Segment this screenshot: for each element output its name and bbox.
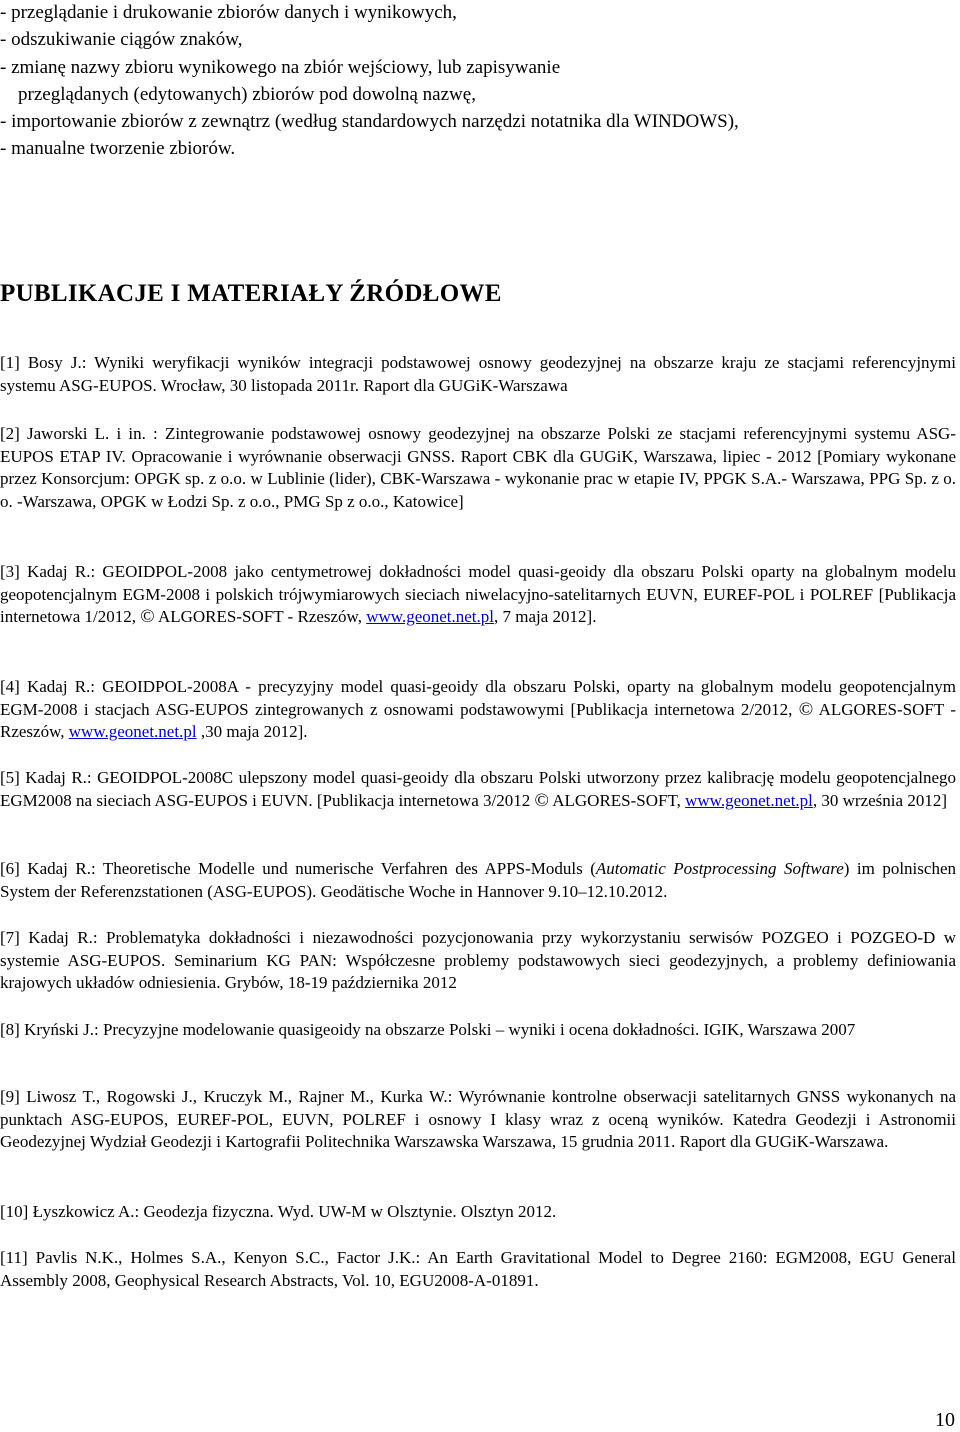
reference-10 (0, 1201, 956, 1224)
reference-text-part: [4] Kadaj R.: GEOIDPOL-2008A - precyzyjny model quasi-geoidy dla obszaru Polski, oparty na globalnym modelu geopotencjalnym EGM-2008 i stacjach ASG-EUPOS zintegrowanych z osnowami podstawowymi [Publikacja internetowa 2/2012, (0, 677, 956, 719)
reference-text: [11] Pavlis N.K., Holmes S.A., Kenyon S.C., Factor J.K.: An Earth Gravitational Model to Degree 2160: EGM2008, EGU General Assembly 2008, Geophysical Research Abstracts, Vol. 10, EGU2008-A-01891. (0, 1248, 956, 1290)
reference-9 (0, 1086, 956, 1154)
reference-1 (0, 352, 956, 397)
reference-text-part: , 7 maja 2012]. (494, 607, 597, 626)
section-heading: PUBLIKACJE I MATERIAŁY ŹRÓDŁOWE (0, 280, 502, 307)
reference-text-part: [6] Kadaj R.: Theoretische Modelle und numerische Verfahren des APPS-Moduls ( (0, 859, 596, 878)
bullet-item-continuation: przeglądanych (edytowanych) zbiorów pod dowolną nazwę, (18, 84, 476, 105)
bullet-item: - manualne tworzenie zbiorów. (0, 138, 236, 159)
reference-8 (0, 1019, 956, 1042)
reference-text (0, 561, 956, 629)
geonet-link[interactable]: www.geonet.net.pl (685, 790, 813, 810)
copyright-icon: © (534, 789, 549, 811)
reference-text-part: [5] Kadaj R.: GEOIDPOL-2008C ulepszony model quasi-geoidy dla obszaru Polski utworzony przez kalibrację modelu geopotencjalnego EGM2008 na sieciach ASG-EUPOS i EUVN. [Publikacja internetowa 3/2012 (0, 768, 956, 810)
reference-text-italic: Automatic Postprocessing Software (595, 859, 844, 878)
bullet-item: - importowanie zbiorów z zewnątrz (według standardowych narzędzi notatnika dla WINDOWS), (0, 111, 739, 132)
reference-text (0, 858, 956, 903)
reference-text: [9] Liwosz T., Rogowski J., Kruczyk M., Rajner M., Kurka W.: Wyrównanie kontrolne obserwacji satelitarnych GNSS wykonanych na punktach ASG-EUPOS, EUREF-POL, EUVN, POLREF i osnowy I klasy wraz z oceną wyników. Katedra Geodezji i Astronomii Geodezyjnej Wydział Geodezji i Kartografii Politechnika Warszawska Warszawa, 15 grudnia 2011. Raport dla GUGiK-Warszawa. (0, 1087, 956, 1151)
reference-text-part: ) im polnischen System der Referenzstationen (ASG-EUPOS). Geodätische Woche in Hannover 9.10–12.10.2012. (0, 859, 956, 901)
bullet-item: - zmianę nazwy zbioru wynikowego na zbiór wejściowy, lub zapisywanie (0, 57, 561, 78)
copyright-icon: © (798, 698, 814, 720)
reference-text: [2] Jaworski L. i in. : Zintegrowanie podstawowej osnowy geodezyjnej na obszarze Polski ze stacjami referencyjnymi systemu ASG-EUPOS ETAP IV. Opracowanie i wyrównanie obserwacji GNSS. Raport CBK dla GUGiK, Warszawa, lipiec - 2012 [Pomiary wykonane przez Konsorcjum: OPGK sp. z o.o. w Lublinie (lider), CBK-Warszawa - wykonanie prac w etapie IV, PPGK S.A.- Warszawa, PPG Sp. z o. o. -Warszawa, OPGK w Łodzi Sp. z o.o., PMG Sp z o.o., Katowice] (0, 424, 956, 511)
reference-text-part: ALGORES-SOFT - Rzeszów, (154, 607, 367, 626)
reference-6 (0, 858, 956, 903)
geonet-link[interactable]: www.geonet.net.pl (366, 607, 495, 626)
reference-text-part: ALGORES-SOFT - Rzeszów, (0, 699, 956, 741)
reference-text: [1] Bosy J.: Wyniki weryfikacji wyników integracji podstawowej osnowy geodezyjnej na obszarze kraju ze stacjami referencyjnymi systemu ASG-EUPOS. Wrocław, 30 listopada 2011r. Raport dla GUGiK-Warszawa (0, 353, 956, 395)
reference-3 (0, 561, 956, 629)
copyright-icon: © (140, 606, 155, 627)
reference-text-part: ALGORES-SOFT, (548, 790, 686, 810)
reference-text-part: [3] Kadaj R.: GEOIDPOL-2008 jako centymetrowej dokładności model quasi-geoidy dla obszaru Polski oparty na globalnym modelu geopotencjalnym EGM-2008 i polskich trójwymiarowych sieciach niwelacyjno-satelitarnych EUVN, EUREF-POL i POLREF [Publikacja internetowa 1/2012, (0, 562, 956, 626)
reference-text: [10] Łyszkowicz A.: Geodezja fizyczna. Wyd. UW-M w Olsztynie. Olsztyn 2012. (0, 1202, 557, 1221)
reference-text-part: , 30 września 2012] (812, 790, 947, 810)
reference-4 (0, 676, 956, 744)
geonet-link[interactable]: www.geonet.net.pl (68, 722, 197, 741)
reference-text (0, 767, 956, 812)
reference-2 (0, 423, 956, 513)
reference-text-part: ,30 maja 2012]. (196, 722, 308, 741)
reference-text: [8] Kryński J.: Precyzyjne modelowanie quasigeoidy na obszarze Polski – wyniki i ocena dokładności. IGIK, Warszawa 2007 (0, 1020, 856, 1039)
bullet-item: - odszukiwanie ciągów znaków, (0, 29, 243, 50)
bullet-item: - przeglądanie i drukowanie zbiorów danych i wynikowych, (0, 2, 457, 23)
reference-7 (0, 927, 956, 995)
page-number: 10 (935, 1409, 955, 1431)
reference-11 (0, 1247, 956, 1292)
reference-text: [7] Kadaj R.: Problematyka dokładności i niezawodności pozycjonowania przy wykorzystaniu serwisów POZGEO i POZGEO-D w systemie ASG-EUPOS. Seminarium KG PAN: Współczesne problemy podstawowych sieci geodezyjnych, a problemy definiowania krajowych układów odniesienia. Grybów, 18-19 października 2012 (0, 928, 956, 992)
reference-5 (0, 767, 956, 812)
reference-text (0, 676, 956, 744)
